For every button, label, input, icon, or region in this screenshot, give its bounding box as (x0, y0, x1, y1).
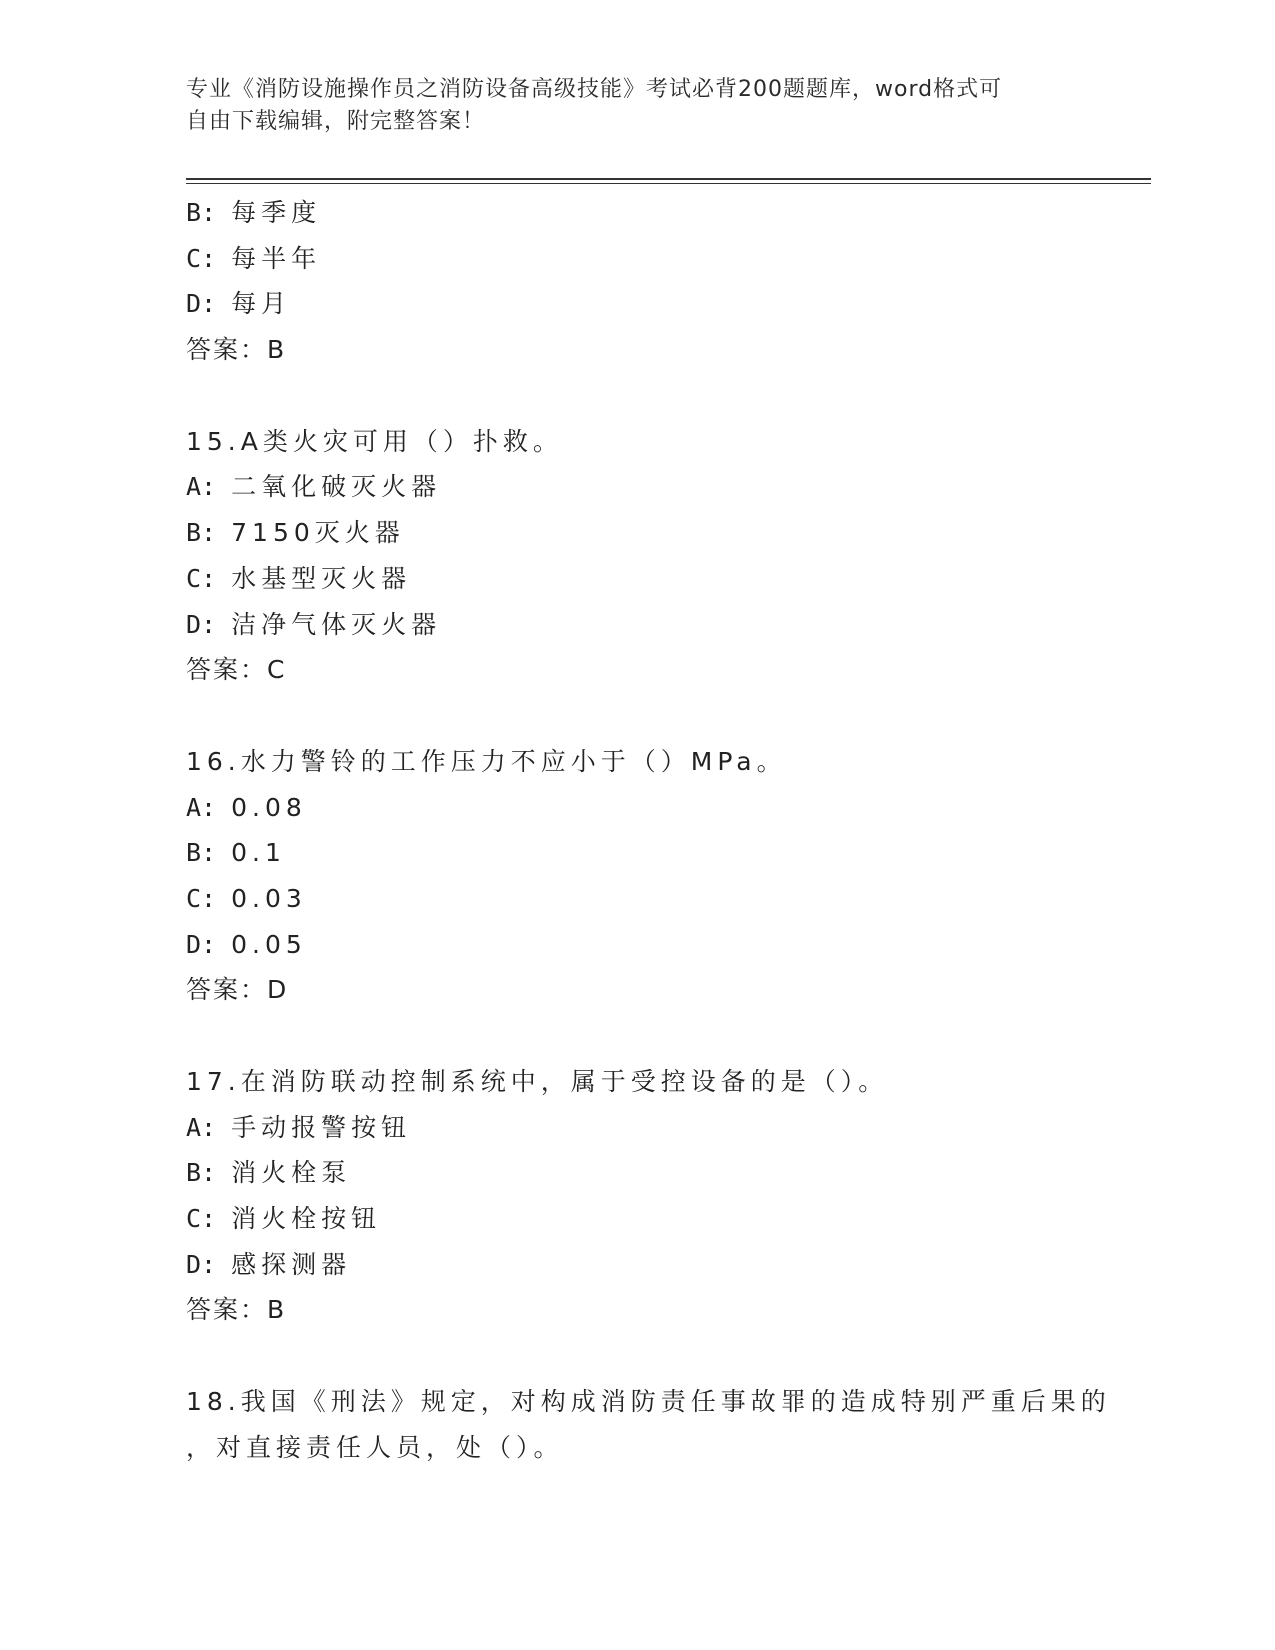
answer-line: 答案：C (186, 655, 287, 685)
header-divider-thin (186, 183, 1151, 184)
option-letter: C: (186, 883, 232, 913)
header-line-1: 专业《消防设施操作员之消防设备高级技能》考试必背200题题库，word格式可 (186, 77, 1003, 102)
option-text: 二氧化破灭火器 (231, 472, 442, 502)
option-letter: C: (186, 1204, 232, 1234)
page-header (186, 74, 1086, 138)
option-row (186, 464, 1156, 510)
option-letter: D: (186, 289, 232, 319)
spacer (186, 373, 1156, 419)
option-text: 0.03 (231, 883, 307, 913)
option-letter: C: (186, 563, 232, 593)
spacer (186, 1013, 1156, 1059)
option-letter: D: (186, 1249, 232, 1279)
option-text: 每季度 (231, 198, 322, 227)
spacer (186, 1333, 1156, 1379)
option-row (186, 190, 1156, 236)
answer-line: 答案：B (186, 335, 287, 365)
question-stem-line-1: 18.我国《刑法》规定，对构成消防责任事故罪的造成特别严重后果的 (186, 1387, 1111, 1417)
option-letter: A: (186, 472, 232, 502)
option-text: 水基型灭火器 (231, 563, 412, 593)
option-letter: A: (186, 1112, 232, 1142)
header-line-2: 自由下载编辑，附完整答案！ (186, 109, 486, 134)
option-row (186, 922, 1156, 968)
option-row (186, 510, 1156, 556)
document-body (186, 190, 1156, 1471)
option-row (186, 602, 1156, 648)
option-text: 0.08 (231, 792, 307, 822)
option-text: 消火栓泵 (231, 1158, 352, 1188)
option-text: 每月 (231, 289, 292, 319)
question-stem: 17.在消防联动控制系统中，属于受控设备的是（）。 (186, 1067, 889, 1096)
option-letter: B: (186, 198, 232, 227)
option-text: 消火栓按钮 (231, 1204, 382, 1234)
option-text: 感探测器 (231, 1249, 352, 1279)
option-row (186, 1150, 1156, 1196)
option-row (186, 1242, 1156, 1288)
question-stem: 16.水力警铃的工作压力不应小于（）MPa。 (186, 746, 787, 776)
option-text: 手动报警按钮 (231, 1112, 412, 1142)
option-row (186, 236, 1156, 282)
option-text: 洁净气体灭火器 (231, 609, 442, 639)
answer-line: 答案：D (186, 975, 289, 1005)
question-stem-line-2: ，对直接责任人员，处（）。 (186, 1432, 564, 1462)
question-block-18 (186, 1379, 1156, 1470)
option-row (186, 281, 1156, 327)
answer-line: 答案：B (186, 1295, 287, 1325)
question-block-16 (186, 739, 1156, 1013)
option-text: 0.1 (231, 838, 286, 868)
option-row (186, 556, 1156, 602)
question-block-17 (186, 1059, 1156, 1333)
spacer (186, 693, 1156, 739)
option-row (186, 876, 1156, 922)
header-divider (186, 178, 1151, 180)
option-letter: B: (186, 1158, 232, 1188)
question-block-15 (186, 419, 1156, 693)
option-letter: D: (186, 609, 232, 639)
option-row (186, 785, 1156, 831)
option-text: 0.05 (231, 929, 307, 959)
option-text: 每半年 (231, 243, 322, 273)
option-letter: D: (186, 929, 232, 959)
option-row (186, 1196, 1156, 1242)
option-letter: C: (186, 243, 232, 273)
option-letter: B: (186, 838, 232, 868)
option-letter: A: (186, 792, 232, 822)
question-stem: 15.A类火灾可用（）扑救。 (186, 426, 563, 456)
option-row (186, 1105, 1156, 1151)
question-block-partial (186, 190, 1156, 373)
option-letter: B: (186, 518, 232, 548)
option-text: 7150灭火器 (231, 518, 405, 548)
option-row (186, 830, 1156, 876)
